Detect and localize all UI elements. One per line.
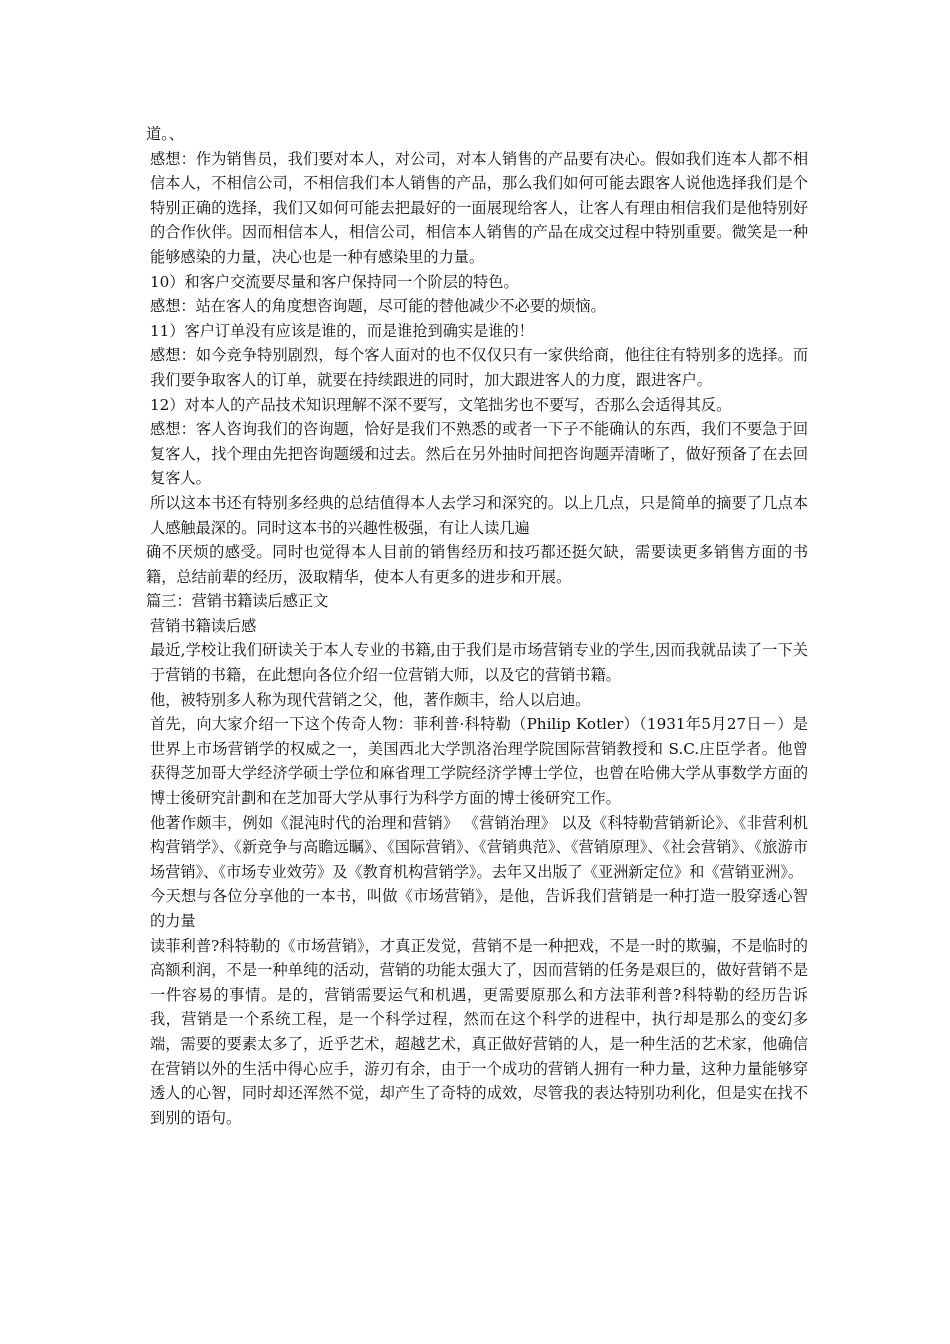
paragraph: 感想：如今竞争特别剧烈，每个客人面对的也不仅仅只有一家供给商，他往往有特别多的选择。而我们要争取客人的订单，就要在持续跟进的同时，加大跟进客人的力度，跟进客户。 [150,346,808,389]
paragraph: 最近,学校让我们研读关于本人专业的书籍,由于我们是市场营销专业的学生,因而我就品读了一下关于营销的书籍，在此想向各位介绍一位营销大师，以及它的营销书籍。 [150,641,808,685]
paragraph: 他，被特别多人称为现代营销之父，他，著作颇丰，给人以启迪。 [150,690,591,709]
paragraph: 道。、 [146,125,184,143]
paragraph: 首先，向大家介绍一下这个传奇人物：菲利普·科特勒（Philip Kotler）（1931年5月27日－）是世界上市场营销学的权威之一，美国西北大学凯洛治理学院国际营销教授和 S.C.庄臣学者。他曾获得芝加哥大学经济学硕士学位和麻省理工学院经济学博士学位，也曾在哈佛大学从事数学方面的博士後研究計劃和在芝加哥大学从事行为科学方面的博士後研究工作。 [150,715,808,808]
paragraph: 读菲利普?科特勒的《市场营销》，才真正发觉，营销不是一种把戏，不是一时的欺骗，不是临时的高额利润，不是一种单纯的活动，营销的功能太强大了，因而营销的任务是艰巨的，做好营销不是一件容易的事情。是的，营销需要运气和机遇，更需要原那么和方法菲利普?科特勒的经历告诉我，营销是一个系统工程，是一个科学过程，然而在这个科学的进程中，执行却是那么的变幻多端，需要的要素太多了，近乎艺术，超越艺术，真正做好营销的人，是一种生活的艺术家，他确信在营销以外的生活中得心应手，游刃有余，由于一个成功的营销人拥有一种力量，这种力量能够穿透人的心智，同时却还浑然不觉，却产生了奇特的成效，尽管我的表达特别功利化，但是实在找不到别的语句。 [150,936,808,1127]
paragraph: 确不厌烦的感受。同时也觉得本人目前的销售经历和技巧都还挺欠缺，需要读更多销售方面的书籍，总结前辈的经历，汲取精华，使本人有更多的进步和开展。 [146,543,808,586]
paragraph: 感想：站在客人的角度想咨询题，尽可能的替他减少不必要的烦恼。 [150,297,606,316]
paragraph: 所以这本书还有特别多经典的总结值得本人去学习和深究的。以上几点，只是简单的摘要了几点本人感触最深的。同时这本书的兴趣性极强，有让人读几遍 [150,493,808,537]
paragraph: 10）和客户交流要尽量和客户保持同一个阶层的特色。 [150,272,519,291]
section-heading: 篇三：营销书籍读后感正文 [146,592,329,611]
paragraph: 11）客户订单没有应该是谁的，而是谁抢到确实是谁的！ [150,321,534,340]
paragraph: 12）对本人的产品技术知识理解不深不要写，文笔拙劣也不要写，否那么会适得其反。 [150,395,732,414]
paragraph: 今天想与各位分享他的一本书，叫做《市场营销》，是他，告诉我们营销是一种打造一股穿透心智的力量 [150,887,808,930]
paragraph: 他著作颇丰，例如《混沌时代的治理和营销》 《营销治理》 以及《科特勒营销新论》、《非营利机构营销学》、《新竞争与高瞻远瞩》、《国际营销》、《营销典范》、《营销原理》、《社会营销》、《旅游市场营销》、《市场专业效劳》及《教育机构营销学》。去年又出版了《亚洲新定位》和《营销亚洲》。 [150,813,808,881]
paragraph: 感想：客人咨询我们的咨询题，恰好是我们不熟悉的或者一下子不能确认的东西，我们不要急于回复客人，找个理由先把咨询题缓和过去。然后在另外抽时间把咨询题弄清晰了，做好预备了在去回复客人。 [150,420,808,488]
document-body [146,122,808,1130]
section-subtitle: 营销书籍读后感 [150,616,257,635]
paragraph: 感想：作为销售员，我们要对本人，对公司，对本人销售的产品要有决心。假如我们连本人都不相信本人，不相信公司，不相信我们本人销售的产品，那么我们如何可能去跟客人说他选择我们是个特别正确的选择，我们又如何可能去把最好的一面展现给客人，让客人有理由相信我们是他特别好的合作伙伴。因而相信本人，相信公司，相信本人销售的产品在成交过程中特别重要。微笑是一种能够感染的力量，决心也是一种有感染里的力量。 [150,149,808,266]
